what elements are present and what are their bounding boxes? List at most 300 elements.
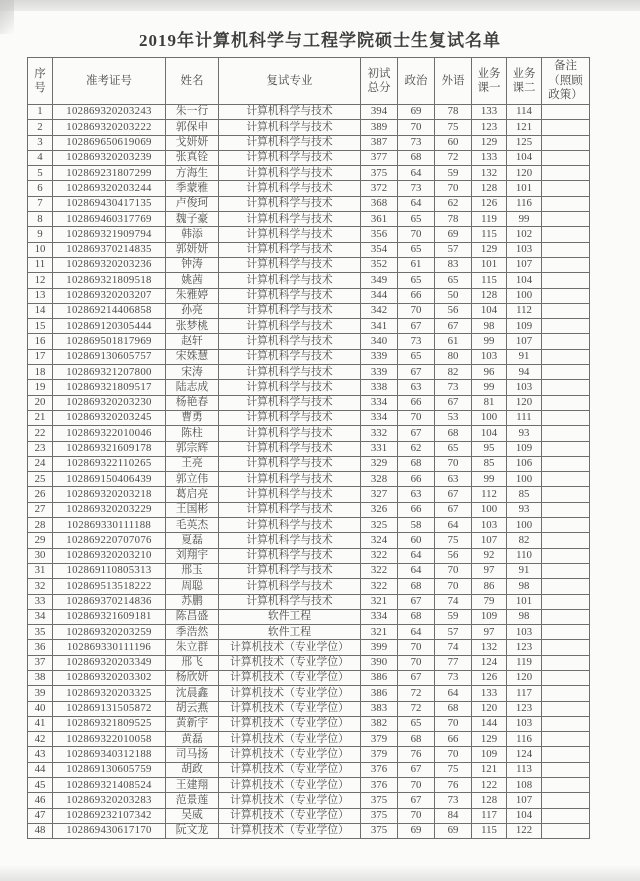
table-cell: 85: [472, 456, 507, 471]
table-cell: 38: [28, 670, 53, 685]
table-cell: 葛启亮: [166, 487, 219, 502]
table-cell: 苏鹏: [166, 594, 219, 609]
table-cell: 69: [398, 105, 435, 120]
table-cell: 96: [472, 365, 507, 380]
table-cell: 42: [28, 732, 53, 747]
table-cell: 129: [472, 732, 507, 747]
table-cell: 计算机科学与技术: [219, 502, 361, 517]
table-cell: 83: [435, 257, 472, 272]
table-cell: 胡云燕: [166, 701, 219, 716]
column-header: 初试总分: [361, 58, 398, 105]
table-cell: 64: [398, 563, 435, 578]
table-cell: 57: [435, 242, 472, 257]
table-cell: 100: [507, 288, 542, 303]
table-cell: 季浩然: [166, 625, 219, 640]
table-cell: 109: [507, 319, 542, 334]
table-row: [28, 778, 590, 793]
table-cell: 48: [28, 823, 53, 838]
table-cell: [542, 426, 590, 441]
table-cell: 69: [398, 823, 435, 838]
table-cell: 计算机科学与技术: [219, 105, 361, 120]
table-cell: 邢飞: [166, 655, 219, 670]
table-cell: 70: [435, 563, 472, 578]
table-cell: 计算机科学与技术: [219, 579, 361, 594]
table-cell: 117: [472, 808, 507, 823]
table-cell: 24: [28, 456, 53, 471]
table-cell: 99: [507, 212, 542, 227]
table-row: [28, 257, 590, 272]
table-row: [28, 670, 590, 685]
table-cell: [542, 441, 590, 456]
table-cell: 321: [361, 625, 398, 640]
table-cell: [542, 273, 590, 288]
table-cell: 120: [507, 166, 542, 181]
table-cell: 70: [398, 778, 435, 793]
table-cell: 66: [435, 732, 472, 747]
table-cell: [542, 319, 590, 334]
table-cell: [542, 166, 590, 181]
table-cell: 卢俊珂: [166, 196, 219, 211]
table-row: [28, 518, 590, 533]
table-cell: 379: [361, 732, 398, 747]
table-row: [28, 808, 590, 823]
table-cell: 6: [28, 181, 53, 196]
table-cell: [542, 563, 590, 578]
column-header: 业务课一: [472, 58, 507, 105]
table-row: [28, 472, 590, 487]
table-cell: 70: [435, 579, 472, 594]
table-row: [28, 823, 590, 838]
table-cell: 115: [472, 227, 507, 242]
table-cell: 计算机科学与技术: [219, 487, 361, 502]
table-cell: 86: [472, 579, 507, 594]
table-cell: 95: [472, 441, 507, 456]
table-cell: 102869320203349: [53, 655, 166, 670]
table-cell: 61: [435, 334, 472, 349]
table-cell: 12: [28, 273, 53, 288]
table-cell: 126: [472, 670, 507, 685]
table-cell: 59: [435, 166, 472, 181]
table-cell: 软件工程: [219, 625, 361, 640]
table-cell: 夏磊: [166, 533, 219, 548]
table-cell: 102869321408524: [53, 778, 166, 793]
table-cell: [542, 242, 590, 257]
table-cell: 339: [361, 349, 398, 364]
table-cell: 102869131505872: [53, 701, 166, 716]
table-cell: 陈柱: [166, 426, 219, 441]
table-cell: 102869320203210: [53, 548, 166, 563]
table-cell: 计算机科学与技术: [219, 563, 361, 578]
table-row: [28, 686, 590, 701]
table-cell: 112: [472, 487, 507, 502]
table-cell: 102869120305444: [53, 319, 166, 334]
table-cell: 102869130605757: [53, 349, 166, 364]
table-cell: 65: [398, 349, 435, 364]
table-cell: 128: [472, 793, 507, 808]
table-cell: 102869320203283: [53, 793, 166, 808]
table-cell: 阮文龙: [166, 823, 219, 838]
table-cell: 114: [507, 105, 542, 120]
table-cell: 100: [472, 410, 507, 425]
table-cell: 计算机科学与技术: [219, 548, 361, 563]
table-cell: 106: [507, 456, 542, 471]
table-cell: 60: [398, 533, 435, 548]
table-cell: 67: [398, 670, 435, 685]
table-cell: 102869320203229: [53, 502, 166, 517]
table-cell: 102869220707076: [53, 533, 166, 548]
table-row: [28, 349, 590, 364]
table-cell: 104: [507, 808, 542, 823]
table-cell: 计算机科学与技术: [219, 365, 361, 380]
table-cell: 宋姝慧: [166, 349, 219, 364]
table-cell: 103: [507, 380, 542, 395]
table-cell: 334: [361, 609, 398, 624]
table-cell: 23: [28, 441, 53, 456]
table-cell: 35: [28, 625, 53, 640]
table-cell: 80: [435, 349, 472, 364]
table-cell: 60: [435, 135, 472, 150]
table-cell: 计算机技术（专业学位）: [219, 793, 361, 808]
table-cell: 339: [361, 365, 398, 380]
table-cell: 107: [507, 257, 542, 272]
table-cell: 计算机科学与技术: [219, 135, 361, 150]
table-cell: 计算机科学与技术: [219, 319, 361, 334]
table-cell: 92: [472, 548, 507, 563]
table-cell: 91: [507, 349, 542, 364]
table-cell: [542, 655, 590, 670]
table-cell: 76: [435, 778, 472, 793]
table-cell: 111: [507, 410, 542, 425]
table-cell: 102869214406858: [53, 303, 166, 318]
table-cell: 102869150406439: [53, 472, 166, 487]
table-row: [28, 150, 590, 165]
table-cell: 74: [435, 594, 472, 609]
table-cell: 107: [507, 334, 542, 349]
table-cell: 133: [472, 105, 507, 120]
table-cell: [542, 135, 590, 150]
table-cell: [542, 212, 590, 227]
table-cell: 30: [28, 548, 53, 563]
table-cell: 361: [361, 212, 398, 227]
table-cell: 129: [472, 135, 507, 150]
scan-artifact-top: [0, 0, 640, 11]
table-cell: 102869460317769: [53, 212, 166, 227]
table-cell: 计算机科学与技术: [219, 441, 361, 456]
table-cell: 计算机科学与技术: [219, 227, 361, 242]
table-cell: 104: [472, 303, 507, 318]
table-cell: 70: [398, 410, 435, 425]
table-cell: 376: [361, 778, 398, 793]
table-cell: 计算机技术（专业学位）: [219, 808, 361, 823]
table-cell: 341: [361, 319, 398, 334]
table-row: [28, 212, 590, 227]
table-cell: 102869320203325: [53, 686, 166, 701]
table-cell: 郭宗辉: [166, 441, 219, 456]
table-row: [28, 303, 590, 318]
column-header: 业务课二: [507, 58, 542, 105]
table-cell: 67: [398, 319, 435, 334]
table-cell: 334: [361, 410, 398, 425]
table-cell: 朱一行: [166, 105, 219, 120]
table-cell: 107: [472, 533, 507, 548]
table-cell: 77: [435, 655, 472, 670]
table-cell: 102869110805313: [53, 563, 166, 578]
table-cell: 116: [507, 196, 542, 211]
table-cell: [542, 120, 590, 135]
table-cell: 28: [28, 518, 53, 533]
table-cell: 计算机科学与技术: [219, 288, 361, 303]
table-cell: 26: [28, 487, 53, 502]
table-cell: 102869321909794: [53, 227, 166, 242]
table-cell: 340: [361, 334, 398, 349]
table-cell: 67: [435, 487, 472, 502]
table-cell: 102869330111188: [53, 518, 166, 533]
table-cell: 57: [435, 625, 472, 640]
table-row: [28, 380, 590, 395]
table-cell: 范景莲: [166, 793, 219, 808]
table-cell: 117: [507, 686, 542, 701]
table-cell: 计算机科学与技术: [219, 594, 361, 609]
table-cell: 魏子豪: [166, 212, 219, 227]
table-cell: 102869130605759: [53, 762, 166, 777]
table-cell: 386: [361, 670, 398, 685]
table-cell: 8: [28, 212, 53, 227]
scan-artifact-bottom: [0, 865, 640, 881]
table-cell: 36: [28, 640, 53, 655]
table-cell: 陈昌盛: [166, 609, 219, 624]
table-cell: 计算机科学与技术: [219, 349, 361, 364]
table-cell: 102869320203244: [53, 181, 166, 196]
table-cell: 72: [435, 150, 472, 165]
table-cell: 372: [361, 181, 398, 196]
table-cell: 75: [435, 533, 472, 548]
table-cell: 102869340312188: [53, 747, 166, 762]
table-cell: [542, 732, 590, 747]
table-cell: 376: [361, 762, 398, 777]
table-cell: 67: [435, 395, 472, 410]
table-cell: 计算机科学与技术: [219, 257, 361, 272]
column-header: 备注（照顾政策）: [542, 58, 590, 105]
table-cell: 计算机技术（专业学位）: [219, 747, 361, 762]
table-cell: 354: [361, 242, 398, 257]
table-cell: 120: [507, 395, 542, 410]
table-cell: 115: [472, 823, 507, 838]
table-cell: 31: [28, 563, 53, 578]
table-row: [28, 594, 590, 609]
table-cell: 99: [472, 380, 507, 395]
table-row: [28, 395, 590, 410]
table-cell: 122: [472, 778, 507, 793]
table-cell: 91: [507, 563, 542, 578]
table-cell: 98: [507, 579, 542, 594]
table-cell: 352: [361, 257, 398, 272]
table-cell: 70: [435, 456, 472, 471]
table-cell: 390: [361, 655, 398, 670]
table-cell: 342: [361, 303, 398, 318]
table-cell: 119: [507, 655, 542, 670]
table-row: [28, 273, 590, 288]
table-cell: 70: [398, 120, 435, 135]
table-cell: 102869513518222: [53, 579, 166, 594]
table-cell: 32: [28, 579, 53, 594]
table-cell: 103: [472, 349, 507, 364]
table-cell: 72: [398, 686, 435, 701]
table-cell: 43: [28, 747, 53, 762]
table-cell: 102869650619069: [53, 135, 166, 150]
table-cell: 108: [507, 778, 542, 793]
table-cell: 110: [507, 548, 542, 563]
table-row: [28, 441, 590, 456]
table-cell: 102869321207800: [53, 365, 166, 380]
table-cell: 98: [507, 609, 542, 624]
table-cell: 39: [28, 686, 53, 701]
table-cell: 赵轩: [166, 334, 219, 349]
table-cell: 计算机科学与技术: [219, 120, 361, 135]
table-cell: 66: [398, 502, 435, 517]
table-cell: 朱立群: [166, 640, 219, 655]
table-cell: 计算机科学与技术: [219, 456, 361, 471]
table-cell: 331: [361, 441, 398, 456]
table-cell: 68: [398, 609, 435, 624]
table-row: [28, 181, 590, 196]
table-cell: 65: [398, 273, 435, 288]
table-cell: [542, 533, 590, 548]
table-cell: 计算机科学与技术: [219, 181, 361, 196]
table-cell: 399: [361, 640, 398, 655]
table-cell: 63: [398, 487, 435, 502]
table-cell: 63: [398, 380, 435, 395]
table-cell: 9: [28, 227, 53, 242]
table-cell: 37: [28, 655, 53, 670]
table-cell: [542, 257, 590, 272]
table-row: [28, 533, 590, 548]
table-cell: 102869320203302: [53, 670, 166, 685]
table-cell: 102869320203236: [53, 257, 166, 272]
table-cell: 软件工程: [219, 609, 361, 624]
table-cell: 曹勇: [166, 410, 219, 425]
table-row: [28, 716, 590, 731]
table-cell: 109: [472, 609, 507, 624]
table-cell: 计算机科学与技术: [219, 533, 361, 548]
table-cell: [542, 150, 590, 165]
table-cell: 计算机技术（专业学位）: [219, 762, 361, 777]
table-row: [28, 196, 590, 211]
table-cell: 382: [361, 716, 398, 731]
table-cell: 122: [507, 823, 542, 838]
table-cell: 陆志成: [166, 380, 219, 395]
table-cell: 102869322010058: [53, 732, 166, 747]
table-cell: 102869320203259: [53, 625, 166, 640]
table-cell: 杨欣妍: [166, 670, 219, 685]
table-cell: 109: [507, 441, 542, 456]
table-cell: 84: [435, 808, 472, 823]
table-cell: 计算机技术（专业学位）: [219, 778, 361, 793]
roster-table-body: [28, 105, 590, 839]
column-header: 外语: [435, 58, 472, 105]
table-cell: 68: [398, 732, 435, 747]
table-cell: 124: [472, 655, 507, 670]
table-row: [28, 120, 590, 135]
table-cell: 58: [398, 518, 435, 533]
table-cell: 姚茜: [166, 273, 219, 288]
table-cell: 85: [507, 487, 542, 502]
table-cell: 70: [398, 808, 435, 823]
table-cell: 29: [28, 533, 53, 548]
table-cell: 65: [435, 273, 472, 288]
table-cell: 计算机科学与技术: [219, 395, 361, 410]
table-cell: [542, 594, 590, 609]
table-cell: 102869322110265: [53, 456, 166, 471]
table-row: [28, 456, 590, 471]
table-cell: [542, 808, 590, 823]
table-cell: [542, 288, 590, 303]
table-cell: 70: [435, 716, 472, 731]
table-cell: 112: [507, 303, 542, 318]
table-row: [28, 410, 590, 425]
table-cell: 78: [435, 212, 472, 227]
table-cell: [542, 747, 590, 762]
table-cell: 121: [507, 120, 542, 135]
table-row: [28, 732, 590, 747]
column-header: 序号: [28, 58, 53, 105]
column-header: 政治: [398, 58, 435, 105]
table-cell: 132: [472, 640, 507, 655]
table-cell: 67: [398, 365, 435, 380]
table-cell: 计算机技术（专业学位）: [219, 670, 361, 685]
table-cell: 102: [507, 227, 542, 242]
table-cell: 375: [361, 823, 398, 838]
table-cell: 328: [361, 472, 398, 487]
table-cell: 123: [507, 701, 542, 716]
table-cell: 133: [472, 686, 507, 701]
table-cell: 70: [398, 640, 435, 655]
table-cell: 102869321809518: [53, 273, 166, 288]
table-cell: 17: [28, 349, 53, 364]
table-cell: 3: [28, 135, 53, 150]
table-cell: 计算机科学与技术: [219, 303, 361, 318]
table-cell: 386: [361, 686, 398, 701]
table-cell: [542, 716, 590, 731]
table-cell: 张梦桃: [166, 319, 219, 334]
table-row: [28, 502, 590, 517]
table-cell: 16: [28, 334, 53, 349]
table-cell: 76: [398, 747, 435, 762]
table-cell: [542, 105, 590, 120]
table-cell: 68: [398, 150, 435, 165]
table-cell: 68: [435, 426, 472, 441]
table-cell: 50: [435, 288, 472, 303]
table-cell: 97: [472, 625, 507, 640]
table-cell: 102869501817969: [53, 334, 166, 349]
table-cell: 104: [507, 273, 542, 288]
table-cell: 107: [507, 793, 542, 808]
table-cell: 126: [472, 196, 507, 211]
table-cell: 394: [361, 105, 398, 120]
table-cell: 338: [361, 380, 398, 395]
table-cell: 73: [435, 380, 472, 395]
table-cell: 383: [361, 701, 398, 716]
table-cell: 郭立伟: [166, 472, 219, 487]
table-cell: 63: [435, 472, 472, 487]
table-cell: [542, 793, 590, 808]
table-cell: 15: [28, 319, 53, 334]
table-row: [28, 334, 590, 349]
table-cell: 13: [28, 288, 53, 303]
table-cell: 45: [28, 778, 53, 793]
table-cell: [542, 365, 590, 380]
table-cell: 75: [435, 120, 472, 135]
roster-table: [27, 57, 590, 839]
